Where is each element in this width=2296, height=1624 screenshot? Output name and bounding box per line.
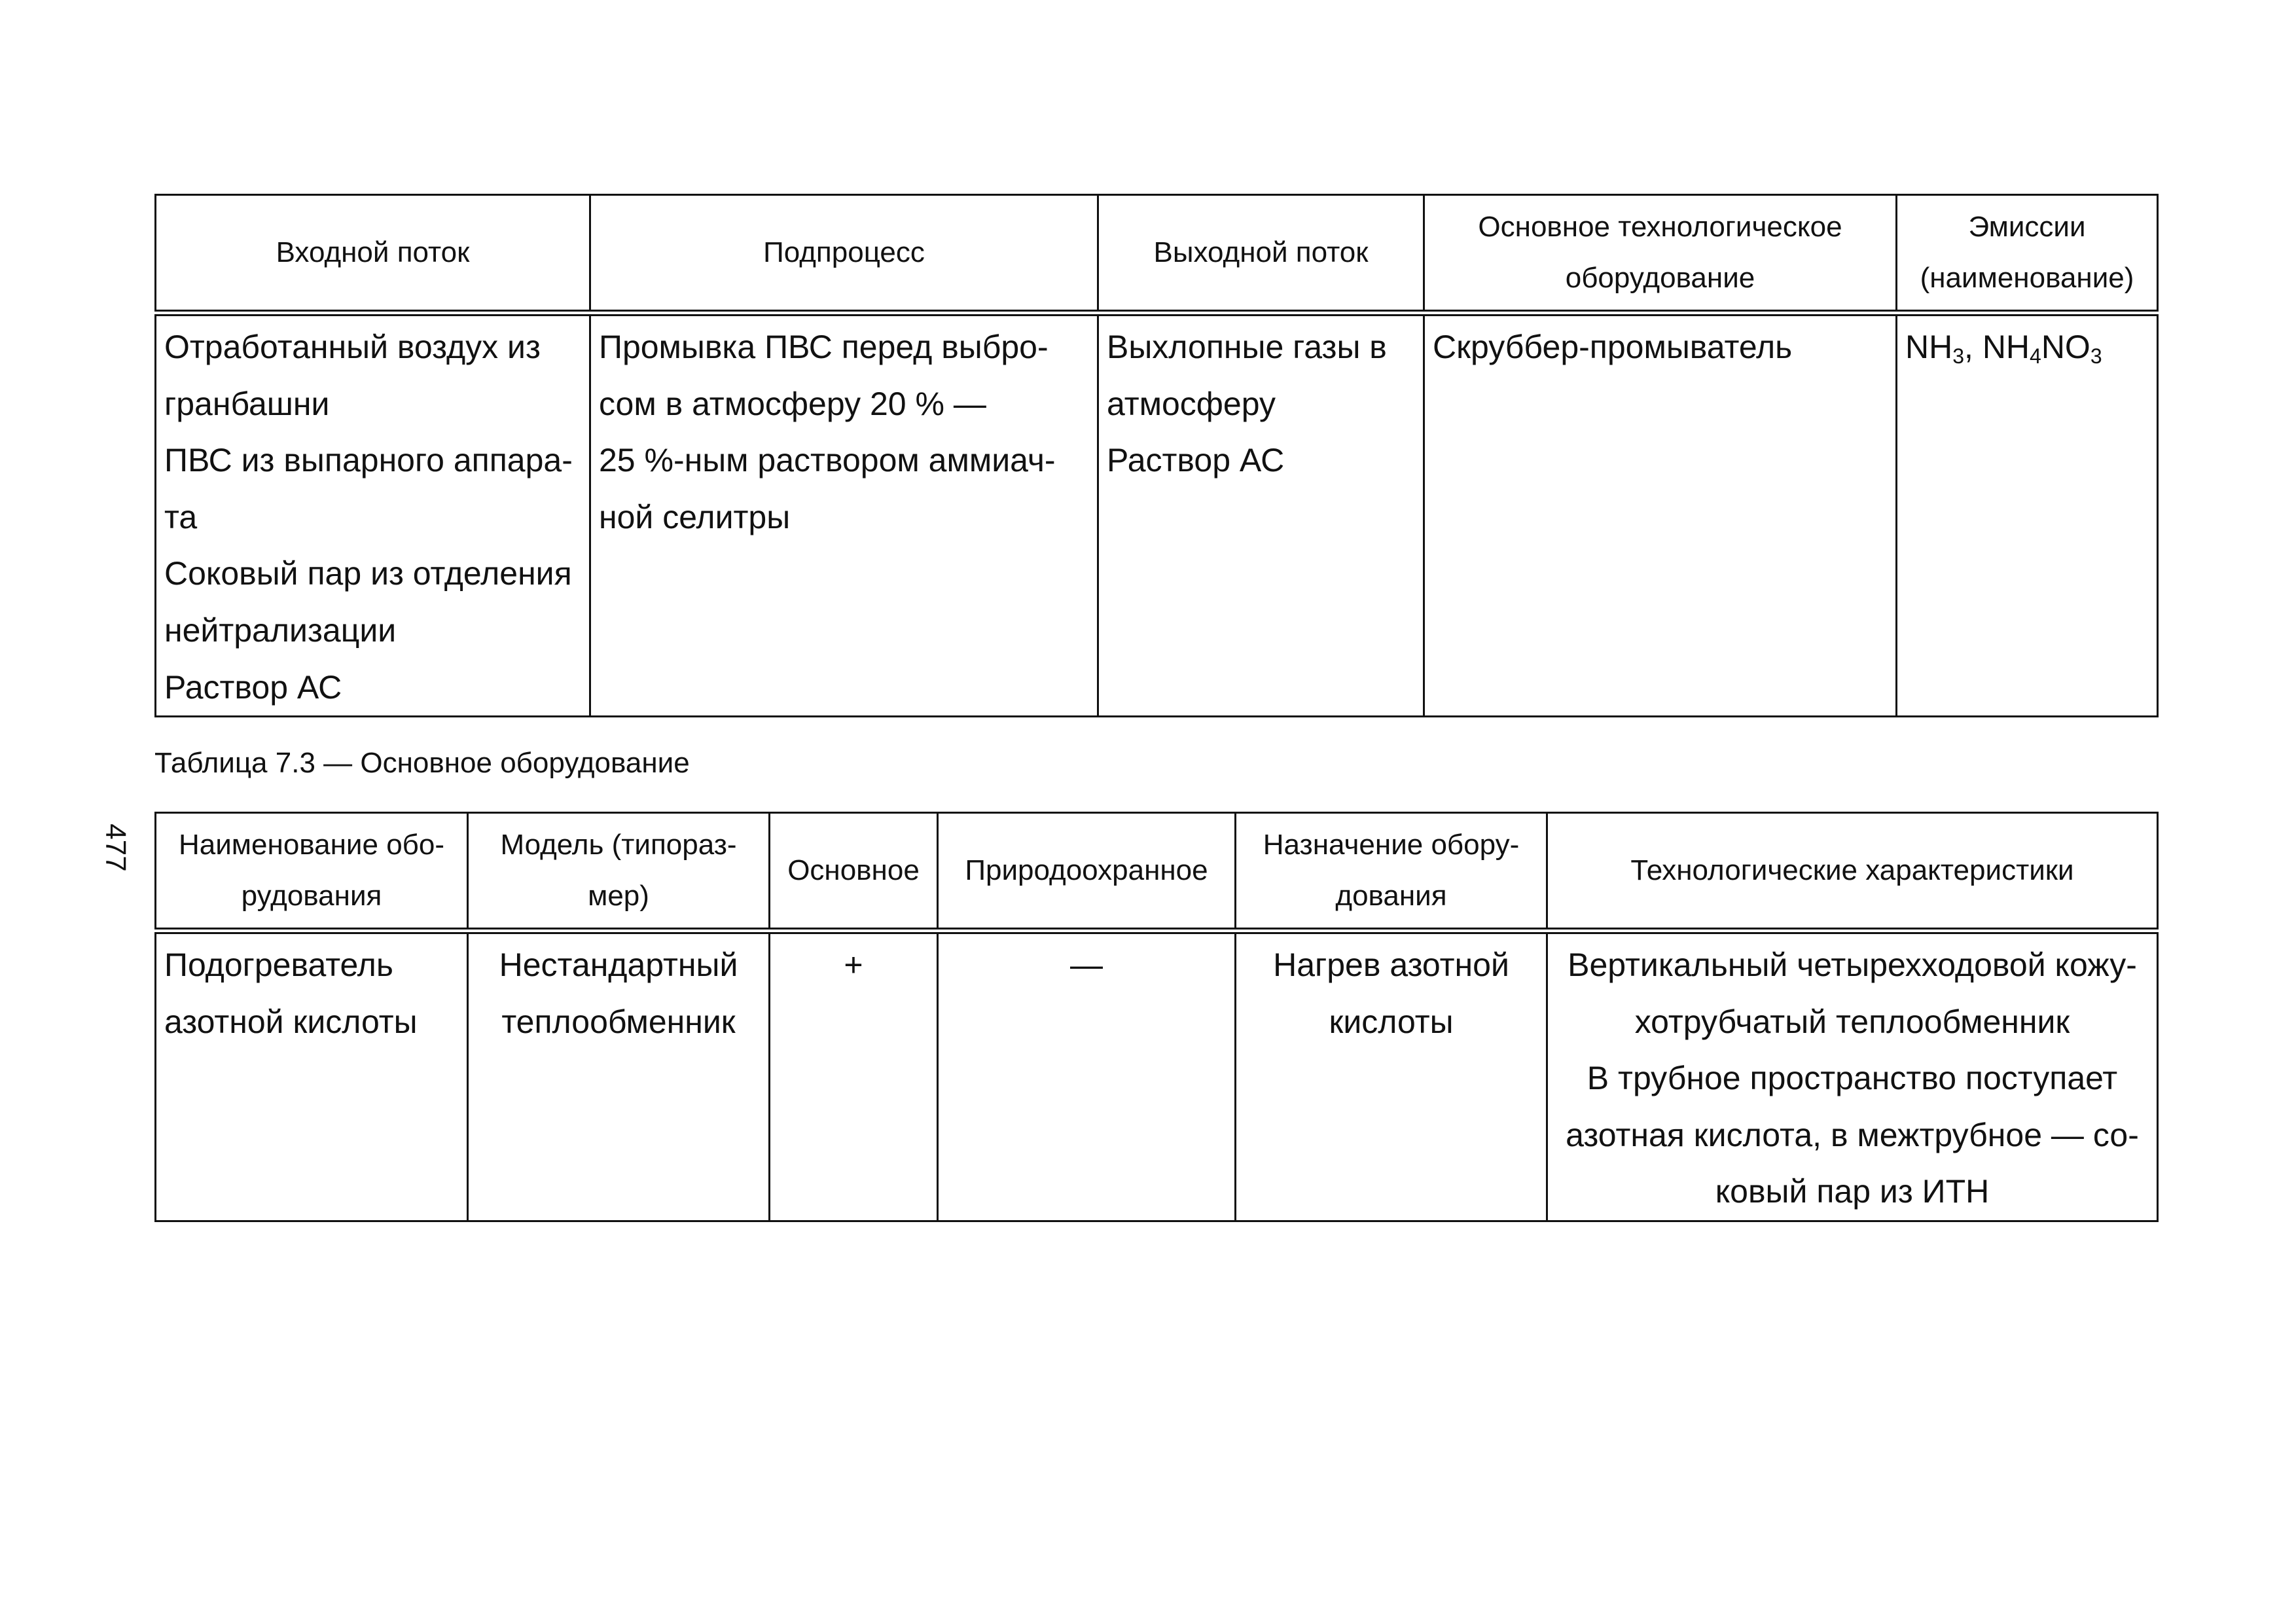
equipment-table-header-row <box>156 813 2158 931</box>
cell-environmental: — <box>938 931 1236 1221</box>
header-main-equipment: Основное технологическое оборудование <box>1424 195 1897 314</box>
cell-main-equipment: Скруббер-промыватель <box>1424 313 1897 717</box>
header-output-flow: Выходной поток <box>1098 195 1424 314</box>
cell-equipment-name: Подогреватель азотной кислоты <box>156 931 468 1221</box>
header-input-flow: Входной поток <box>156 195 590 314</box>
equipment-table <box>154 812 2159 1222</box>
cell-model: Нестандартный теплообменник <box>468 931 770 1221</box>
header-main: Основное <box>770 813 938 931</box>
cell-main: + <box>770 931 938 1221</box>
table-row <box>156 313 2158 717</box>
flow-table-header-row <box>156 195 2158 314</box>
cell-characteristics: Вертикальный четырехходовой кожу- хотрубчатый теплообменник В трубное пространство поступает азотная кислота, в межтрубное — со- ковый пар из ИТН <box>1547 931 2158 1221</box>
flow-table <box>154 194 2159 717</box>
cell-emissions <box>1897 313 2158 717</box>
header-emissions: Эмиссии (наименование) <box>1897 195 2158 314</box>
cell-purpose: Нагрев азотной кислоты <box>1236 931 1547 1221</box>
emissions-formula: $NH_3$, $NH_4NO_3$ <box>1905 329 2102 368</box>
table-row <box>156 931 2158 1221</box>
header-equipment-name: Наименование обо- рудования <box>156 813 468 931</box>
cell-subprocess: Промывка ПВС перед выбро- сом в атмосферу 20 % — 25 %-ным раствором аммиач- ной селитры <box>590 313 1098 717</box>
header-model: Модель (типораз- мер) <box>468 813 770 931</box>
header-purpose: Назначение обору- дования <box>1236 813 1547 931</box>
cell-input-flow: Отработанный воздух из гранбашни ПВС из выпарного аппара- та Соковый пар из отделения нейтрализации Раствор АС <box>156 313 590 717</box>
cell-output-flow: Выхлопные газы в атмосферу Раствор АС <box>1098 313 1424 717</box>
page-number: 477 <box>99 823 132 872</box>
table-caption: Таблица 7.3 — Основное оборудование <box>154 747 690 779</box>
header-subprocess: Подпроцесс <box>590 195 1098 314</box>
header-characteristics: Технологические характеристики <box>1547 813 2158 931</box>
header-environmental: Природоохранное <box>938 813 1236 931</box>
